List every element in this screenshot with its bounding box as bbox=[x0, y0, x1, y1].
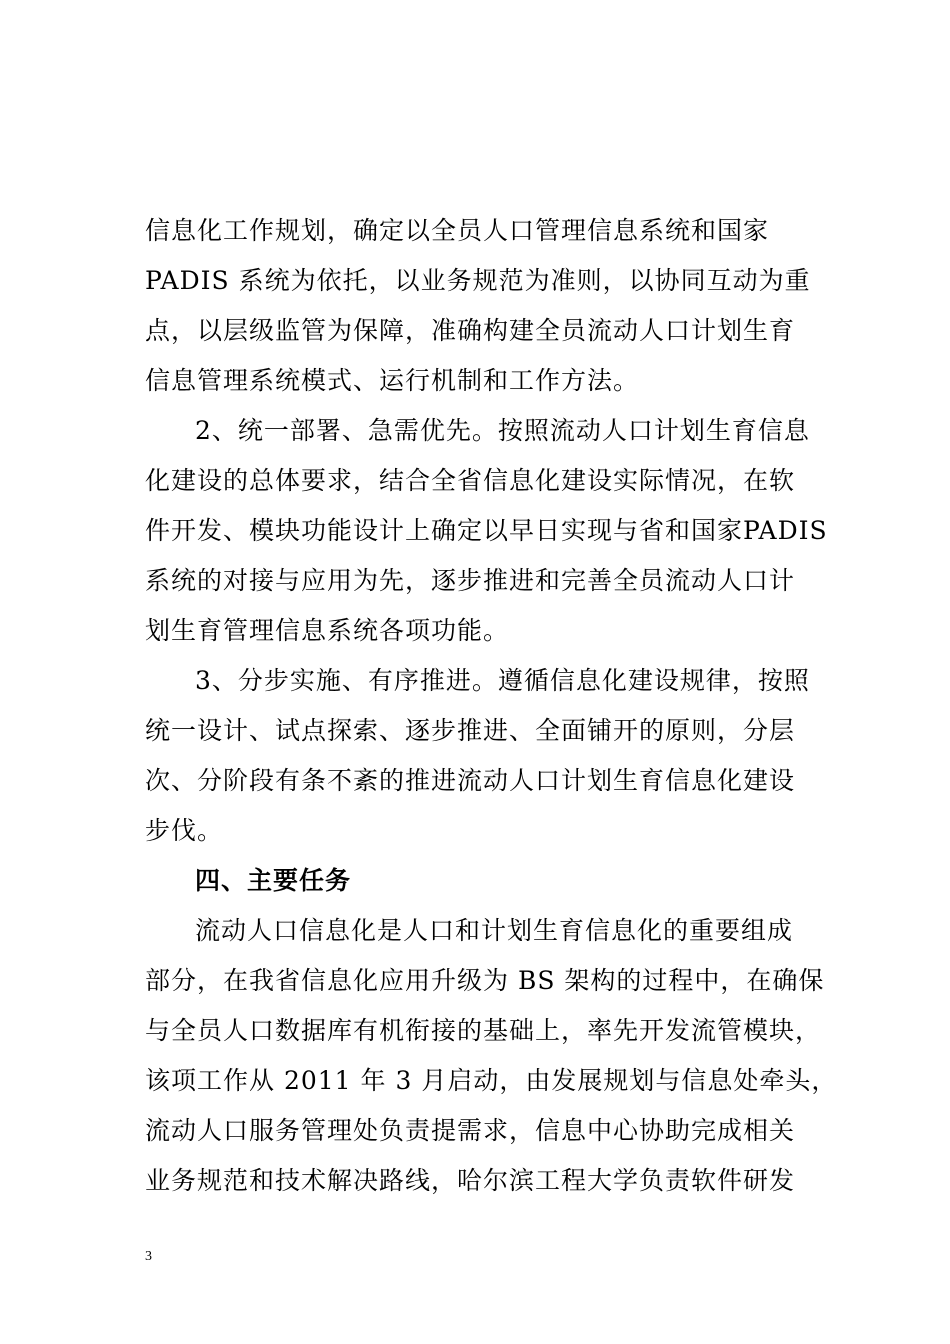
page-number: 3 bbox=[145, 1249, 152, 1264]
text-line: 信息化工作规划，确定以全员人口管理信息系统和国家 bbox=[145, 216, 770, 245]
text-line: 流动人口信息化是人口和计划生育信息化的重要组成 bbox=[195, 916, 794, 945]
text-line: PADIS 系统为依托，以业务规范为准则，以协同互动为重 bbox=[145, 266, 811, 295]
text-line: 划生育管理信息系统各项功能。 bbox=[145, 616, 510, 645]
section-heading: 四、主要任务 bbox=[195, 866, 352, 895]
text-line: 统一设计、试点探索、逐步推进、全面铺开的原则，分层 bbox=[145, 716, 796, 745]
text-line: 件开发、模块功能设计上确定以早日实现与省和国家PADIS bbox=[145, 516, 828, 545]
text-line: 3、分步实施、有序推进。遵循信息化建设规律，按照 bbox=[195, 666, 810, 695]
text-line: 该项工作从 2011 年 3 月启动，由发展规划与信息处牵头， bbox=[145, 1066, 838, 1095]
text-line: 信息管理系统模式、运行机制和工作方法。 bbox=[145, 366, 640, 395]
text-line: 与全员人口数据库有机衔接的基础上，率先开发流管模块， bbox=[145, 1016, 822, 1045]
text-line: 2、统一部署、急需优先。按照流动人口计划生育信息 bbox=[195, 416, 810, 445]
text-line: 点，以层级监管为保障，准确构建全员流动人口计划生育 bbox=[145, 316, 796, 345]
text-line: 系统的对接与应用为先，逐步推进和完善全员流动人口计 bbox=[145, 566, 796, 595]
text-line: 步伐。 bbox=[145, 816, 224, 845]
text-line: 业务规范和技术解决路线，哈尔滨工程大学负责软件研发 bbox=[145, 1166, 796, 1195]
text-line: 次、分阶段有条不紊的推进流动人口计划生育信息化建设 bbox=[145, 766, 796, 795]
text-line: 部分，在我省信息化应用升级为 BS 架构的过程中，在确保 bbox=[145, 966, 825, 995]
text-line: 流动人口服务管理处负责提需求，信息中心协助完成相关 bbox=[145, 1116, 796, 1145]
text-line: 化建设的总体要求，结合全省信息化建设实际情况，在软 bbox=[145, 466, 796, 495]
